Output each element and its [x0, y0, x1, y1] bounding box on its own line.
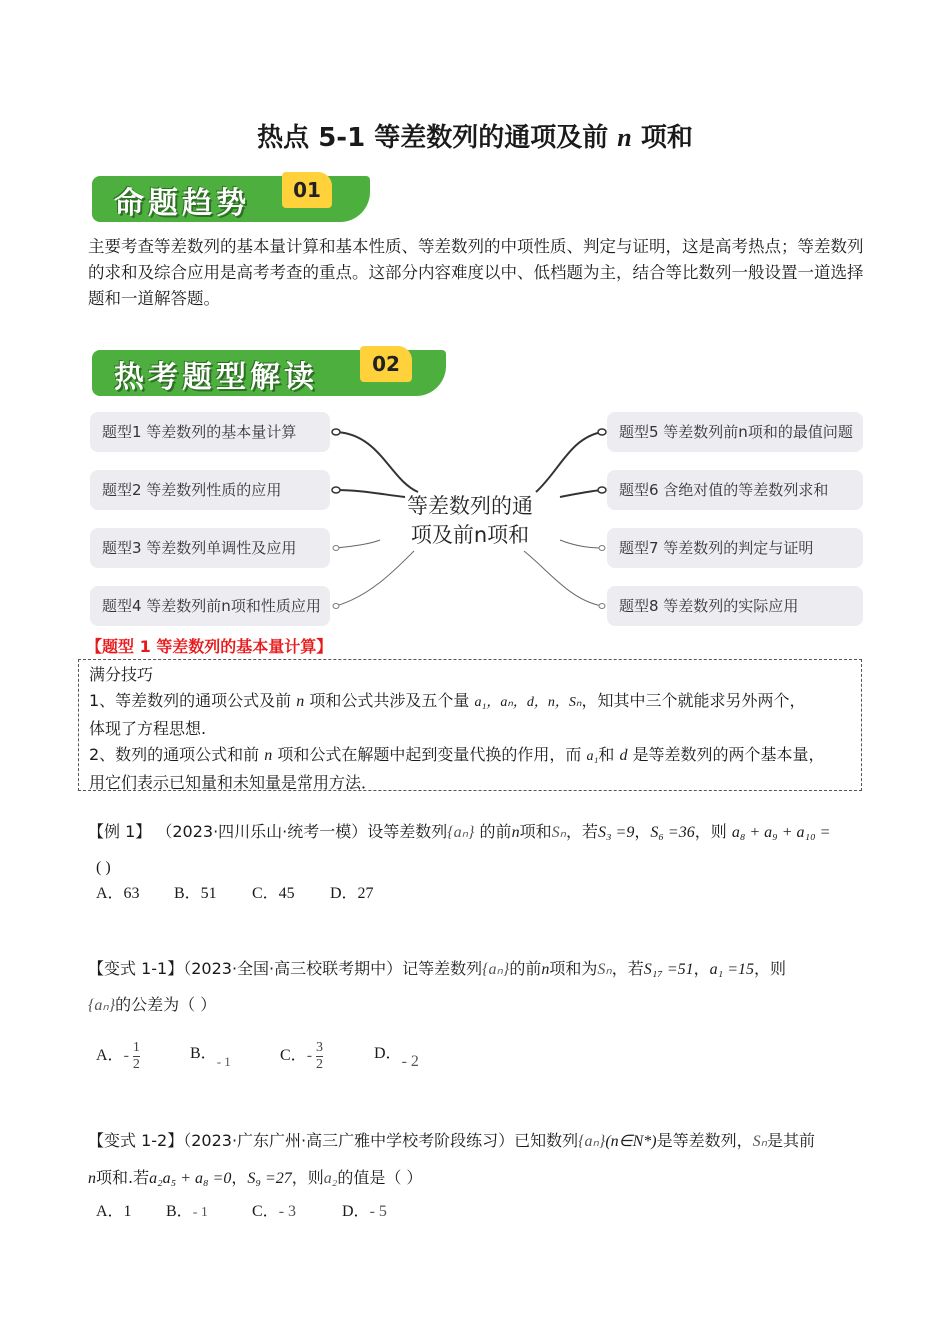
mindmap-center: 等差数列的通 项及前n项和: [407, 494, 533, 547]
option-a: A．63: [96, 885, 140, 902]
option-a: A．1: [96, 1203, 132, 1220]
intro-paragraph: 主要考查等差数列的基本量计算和基本性质、等差数列的中项性质、判定与证明，这是高考热点；等差数列的求和及综合应用是高考考查的重点。这部分内容难度以中、低档题为主，结合等比数列一般设置一道选择题和一道解答题。: [88, 237, 864, 308]
tips-line-1: 1、等差数列的通项公式及前 n 项和公式共涉及五个量 a₁，aₙ，d，n，Sₙ，知其中三个就能求另外两个，: [89, 691, 806, 710]
option-d: D．- 5: [342, 1203, 387, 1220]
section-number: 02: [360, 346, 412, 382]
option-b: B．51: [174, 885, 217, 902]
mindmap-topic-5: 题型5 等差数列前n项和的最值问题: [607, 412, 863, 452]
option-b: B．$_{- 1}$: [190, 1045, 231, 1069]
mindmap-topic-6: 题型6 含绝对值的等差数列求和: [607, 470, 863, 510]
option-b: B．- 1: [166, 1203, 208, 1220]
tips-box: [78, 659, 862, 791]
mindmap-topic-7: 题型7 等差数列的判定与证明: [607, 528, 863, 568]
variant-1-1-line2: {aₙ}的公差为（ ）: [88, 995, 217, 1014]
type1-heading: 【题型 1 等差数列的基本量计算】: [86, 637, 333, 656]
option-c: C．45: [252, 885, 295, 902]
mindmap-topic-8: 题型8 等差数列的实际应用: [607, 586, 863, 626]
variant-1-2-line2: n项和.若a₂a₅ + a₈ =0，S₉ =27，则a₂的值是（ ）: [88, 1168, 423, 1187]
variant-1-1: 【变式 1-1】（2023·全国·高三校联考期中）记等差数列{aₙ}的前n项和为Sₙ，若S₁₇ =51，a₁ =15，则: [88, 959, 787, 978]
section-banner-types: [92, 346, 448, 400]
example-1-options: [0, 880, 950, 904]
option-d: D．- 2: [374, 1045, 419, 1070]
example-1-paren: ( ): [96, 859, 111, 876]
option-d: D．27: [330, 885, 374, 902]
mindmap-topic-4: 题型4 等差数列前n项和性质应用: [90, 586, 330, 626]
section-number: 01: [282, 172, 332, 208]
tips-title: 满分技巧: [89, 665, 154, 684]
mindmap-topic-2: 题型2 等差数列性质的应用: [90, 470, 330, 510]
mindmap-topic-1: 题型1 等差数列的基本量计算: [90, 412, 330, 452]
tips-line-3: 2、数列的通项公式和前 n 项和公式在解题中起到变量代换的作用，而 a₁和 d 是等差数列的两个基本量，: [89, 745, 825, 764]
variant-1-2: 【变式 1-2】（2023·广东广州·高三广雅中学校考阶段练习）已知数列{aₙ}(n∈N*)是等差数列，Sₙ是其前: [88, 1131, 815, 1150]
example-1: 【例 1】 （2023·四川乐山·统考一模）设等差数列{aₙ} 的前n项和Sₙ，若S₃ =9，S₆ =36，则 a₈ + a₉ + a₁₀ =: [88, 822, 831, 841]
mindmap: [0, 400, 950, 640]
tips-line-2: 体现了方程思想.: [89, 719, 207, 738]
option-c: C．- $\frac{3}{2}$: [280, 1040, 324, 1072]
section-banner-label: 热考题型解读: [114, 360, 318, 395]
option-a: A．- $\frac{1}{2}$: [96, 1040, 140, 1072]
mindmap-topic-3: 题型3 等差数列单调性及应用: [90, 528, 330, 568]
section-banner-label: 命题趋势: [114, 186, 250, 221]
option-c: C．- 3: [252, 1203, 297, 1220]
section-banner-trend: [92, 172, 372, 226]
variant-1-2-options: [0, 1198, 950, 1222]
variant-1-1-options: [0, 1026, 950, 1072]
tips-line-4: 用它们表示已知量和未知量是常用方法．: [89, 773, 378, 792]
page-title: 热点 5-1 等差数列的通项及前 n 项和: [257, 123, 693, 153]
